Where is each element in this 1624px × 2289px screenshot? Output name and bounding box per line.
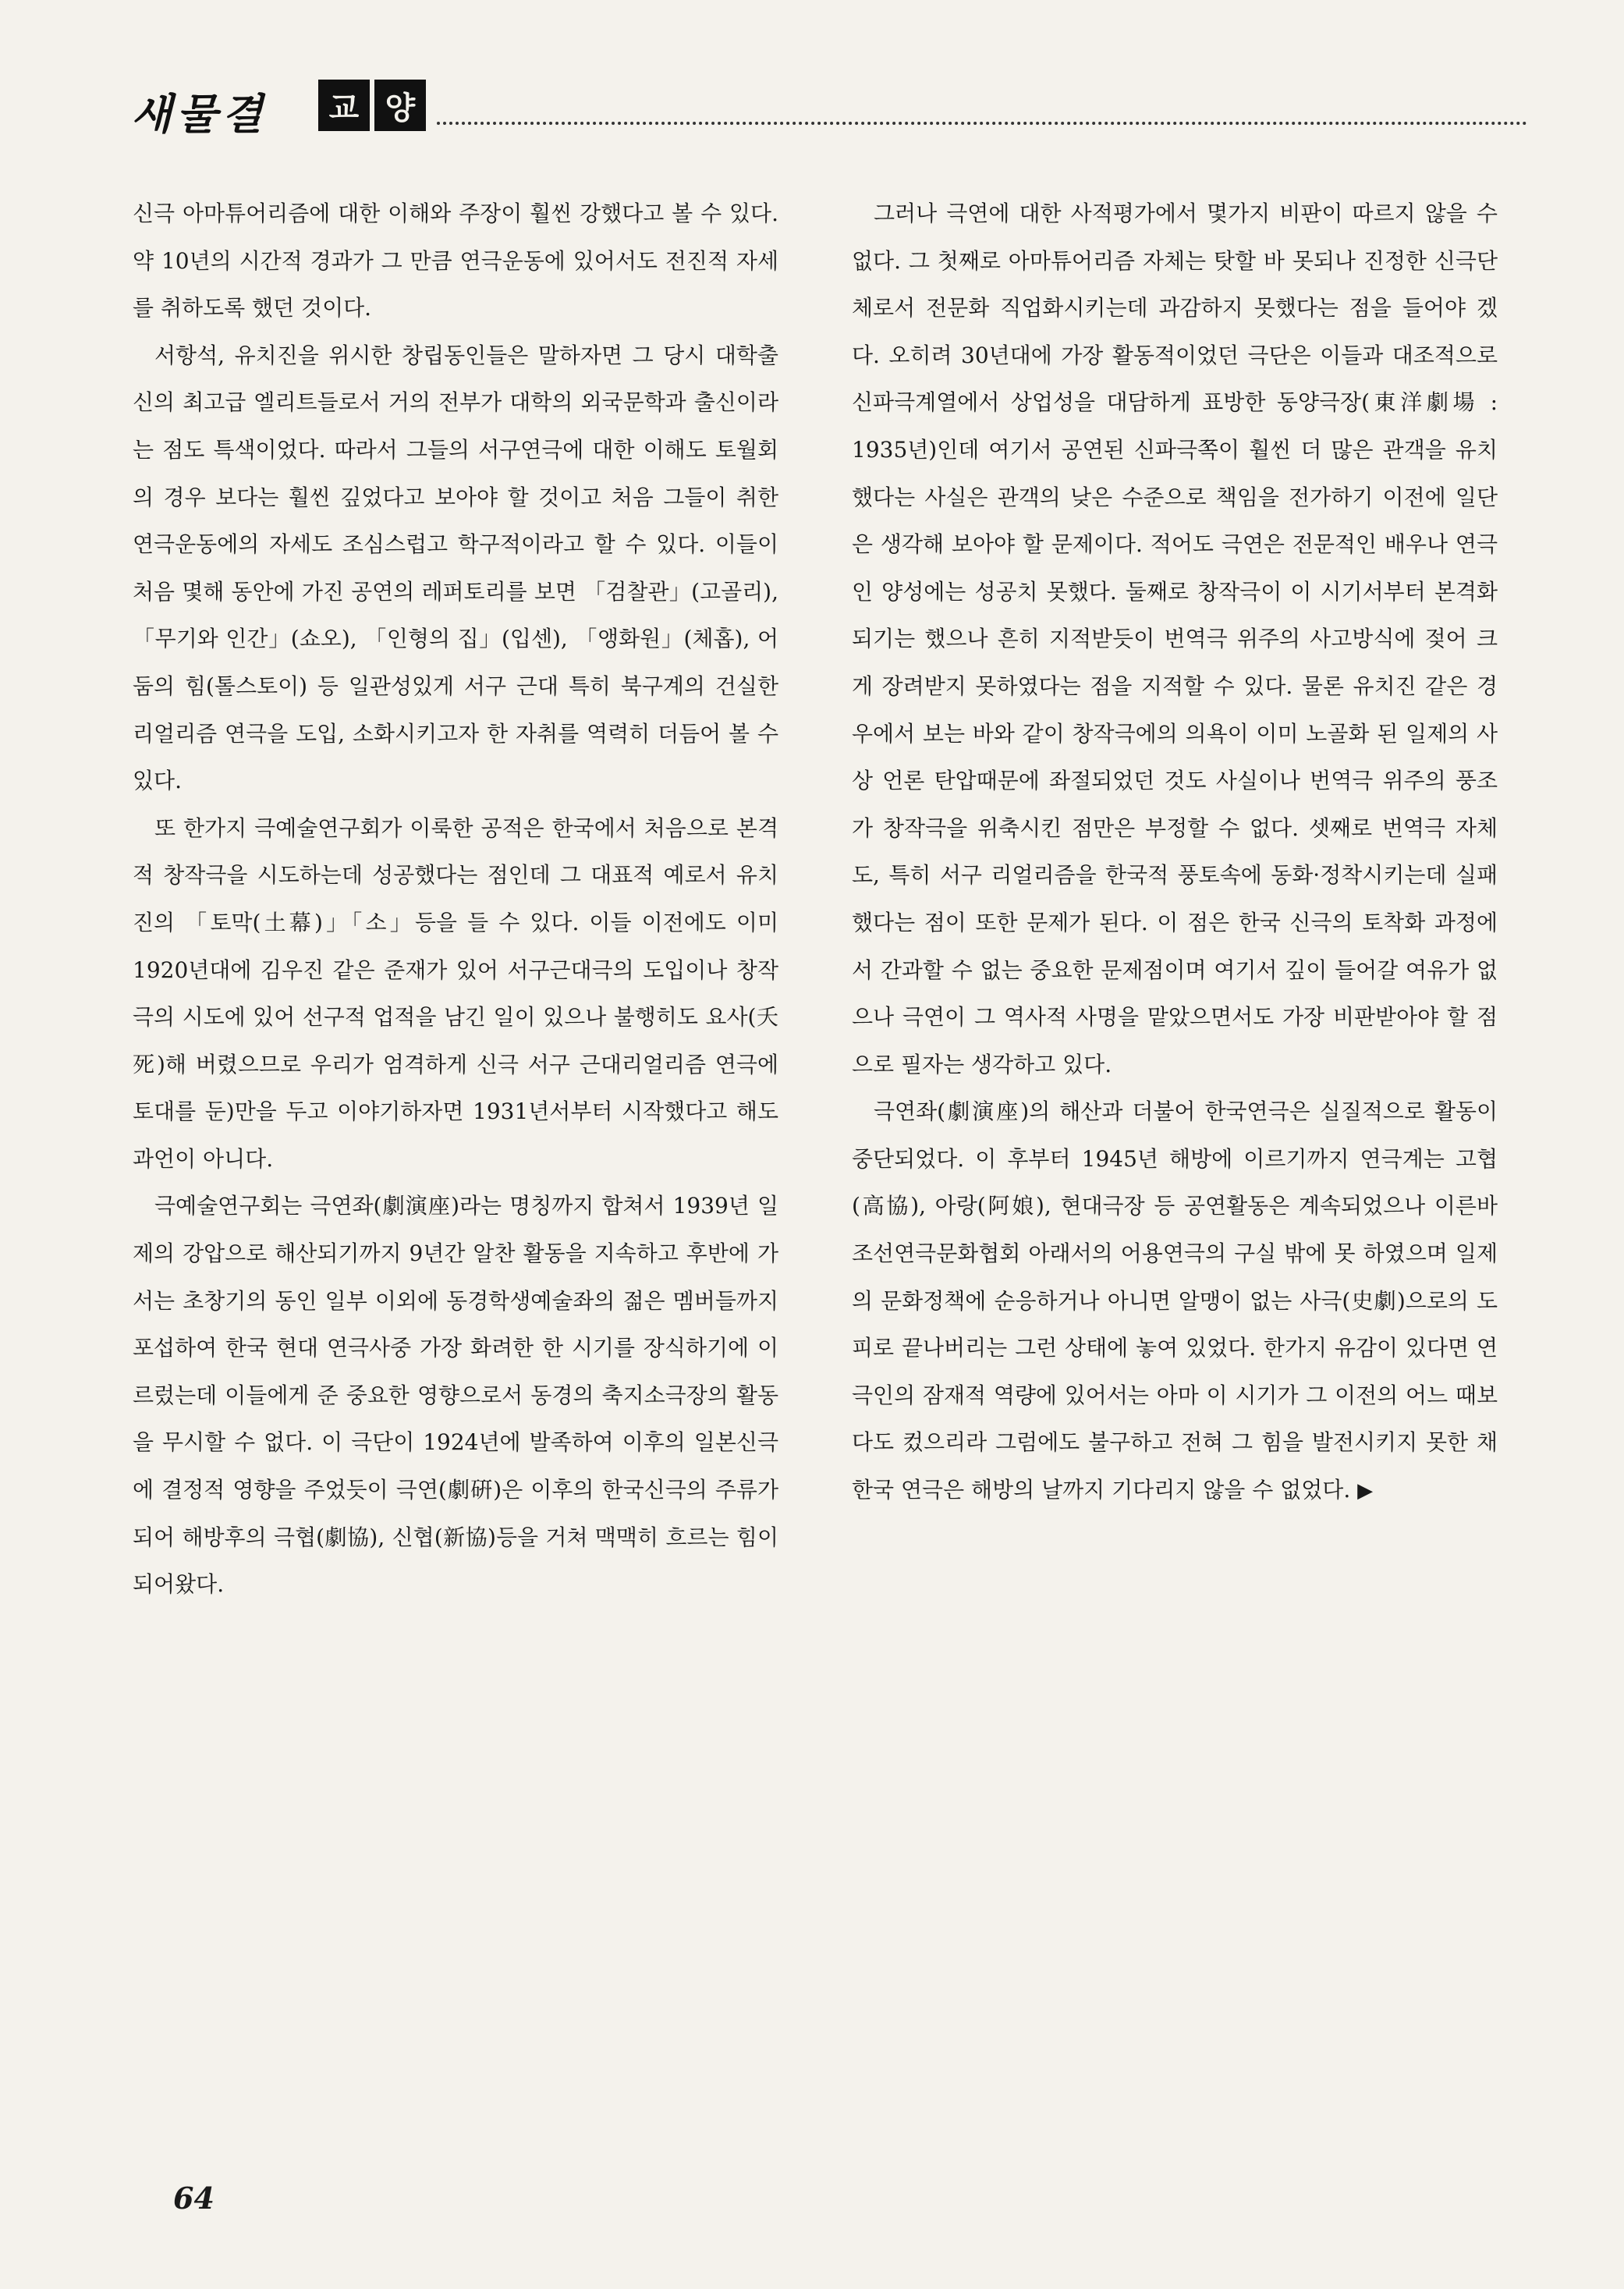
section-tag-1: 교 bbox=[318, 80, 370, 131]
paragraph-last bbox=[852, 1088, 1498, 1514]
section-tag-2: 양 bbox=[374, 80, 426, 131]
page-number: 64 bbox=[173, 2181, 215, 2216]
paragraph: 극예술연구회는 극연좌(劇演座)라는 명칭까지 합쳐서 1939년 일제의 강압으로 해산되기까지 9년간 알찬 활동을 지속하고 후반에 가서는 초창기의 동인 일부 이외에 동경학생예술좌의 젊은 멤버들까지 포섭하여 한국 현대 연극사중 가장 화려한 한 시기를 장식하기에 이르렀는데 이들에게 준 중요한 영향으로서 동경의 축지소극장의 활동을 무시할 수 없다. 이 극단이 1924년에 발족하여 이후의 일본신극에 결정적 영향을 주었듯이 극연(劇硏)은 이후의 한국신극의 주류가 되어 해방후의 극협(劇協), 신협(新協)등을 거쳐 맥맥히 흐르는 힘이 되어왔다. bbox=[133, 1193, 778, 1598]
magazine-title: 새물결 bbox=[131, 89, 268, 139]
paragraph: 그러나 극연에 대한 사적평가에서 몇가지 비판이 따르지 않을 수 없다. 그 첫째로 아마튜어리즘 자체는 탓할 바 못되나 진정한 신극단체로서 전문화 직업화시키는데 과감하지 못했다는 점을 들어야 겠다. 오히려 30년대에 가장 활동적이었던 극단은 이들과 대조적으로 신파극계열에서 상업성을 대담하게 표방한 동양극장(東洋劇場 : 1935년)인데 여기서 공연된 신파극쪽이 훨씬 더 많은 관객을 유치했다는 사실은 관객의 낮은 수준으로 책임을 전가하기 이전에 일단은 생각해 보아야 할 문제이다. 적어도 극연은 전문적인 배우나 연극인 양성에는 성공치 못했다. 둘째로 창작극이 이 시기서부터 본격화되기는 했으나 흔히 지적받듯이 번역극 위주의 사고방식에 젖어 크게 장려받지 못하였다는 점을 지적할 수 있다. 물론 유치진 같은 경우에서 보는 바와 같이 창작극에의 의욕이 이미 노골화 된 일제의 사상 언론 탄압때문에 좌절되었던 것도 사실이나 번역극 위주의 풍조가 창작극을 위축시킨 점만은 부정할 수 없다. 셋째로 번역극 자체도, 특히 서구 리얼리즘을 한국적 풍토속에 동화·정착시키는데 실패했다는 점이 또한 문제가 된다. 이 점은 한국 신극의 토착화 과정에서 간과할 수 없는 중요한 문제점이며 여기서 깊이 들어갈 여유가 없으나 극연이 그 역사적 사명을 맡았으면서도 가장 비판받아야 할 점으로 필자는 생각하고 있다. bbox=[852, 201, 1498, 1077]
paragraph: 또 한가지 극예술연구회가 이룩한 공적은 한국에서 처음으로 본격적 창작극을 시도하는데 성공했다는 점인데 그 대표적 예로서 유치진의 「토막(土幕)」「소」등을 들 수 있다. 이들 이전에도 이미 1920년대에 김우진 같은 준재가 있어 서구근대극의 도입이나 창작극의 시도에 있어 선구적 업적을 남긴 일이 있으나 불행히도 요사(夭死)해 버렸으므로 우리가 엄격하게 신극 서구 근대리얼리즘 연극에 토대를 둔)만을 두고 이야기하자면 1931년서부터 시작했다고 해도 과언이 아니다. bbox=[133, 814, 778, 1172]
paragraph: 신극 아마튜어리즘에 대한 이해와 주장이 훨씬 강했다고 볼 수 있다. 약 10년의 시간적 경과가 그 만큼 연극운동에 있어서도 전진적 자세를 취하도록 했던 것이다. bbox=[133, 201, 778, 321]
right-column bbox=[852, 190, 1498, 1515]
paragraph: 서항석, 유치진을 위시한 창립동인들은 말하자면 그 당시 대학출신의 최고급 엘리트들로서 거의 전부가 대학의 외국문학과 출신이라는 점도 특색이었다. 따라서 그들의 서구연극에 대한 이해도 토월회의 경우 보다는 훨씬 깊었다고 보아야 할 것이고 처음 그들이 취한 연극운동에의 자세도 조심스럽고 학구적이라고 할 수 있다. 이들이 처음 몇해 동안에 가진 공연의 레퍼토리를 보면 「검찰관」(고골리), 「무기와 인간」(쇼오), 「인형의 집」(입센), 「앵화원」(체홉), 어둠의 힘(톨스토이) 등 일관성있게 서구 근대 특히 북구계의 건실한 리얼리즘 연극을 도입, 소화시키고자 한 자취를 역력히 더듬어 볼 수 있다. bbox=[133, 342, 778, 794]
header-dotted-rule bbox=[437, 122, 1527, 125]
left-column bbox=[133, 190, 778, 1609]
end-triangle-icon: ▶ bbox=[1357, 1479, 1374, 1503]
paragraph-text: 극연좌(劇演座)의 해산과 더불어 한국연극은 실질적으로 활동이 중단되었다. 이 후부터 1945년 해방에 이르기까지 연극계는 고협(高協), 아랑(阿娘), 현대극장 등 공연활동은 계속되었으나 이른바 조선연극문화협회 아래서의 어용연극의 구실 밖에 못 하였으며 일제의 문화정책에 순응하거나 아니면 알맹이 없는 사극(史劇)으로의 도피로 끝나버리는 그런 상태에 놓여 있었다. 한가지 유감이 있다면 연극인의 잠재적 역량에 있어서는 아마 이 시기가 그 이전의 어느 때보다도 컸으리라 그럼에도 불구하고 전혀 그 힘을 발전시키지 못한 채 한국 연극은 해방의 날까지 기다리지 않을 수 없었다. bbox=[852, 1098, 1498, 1503]
page-header bbox=[131, 78, 1527, 139]
